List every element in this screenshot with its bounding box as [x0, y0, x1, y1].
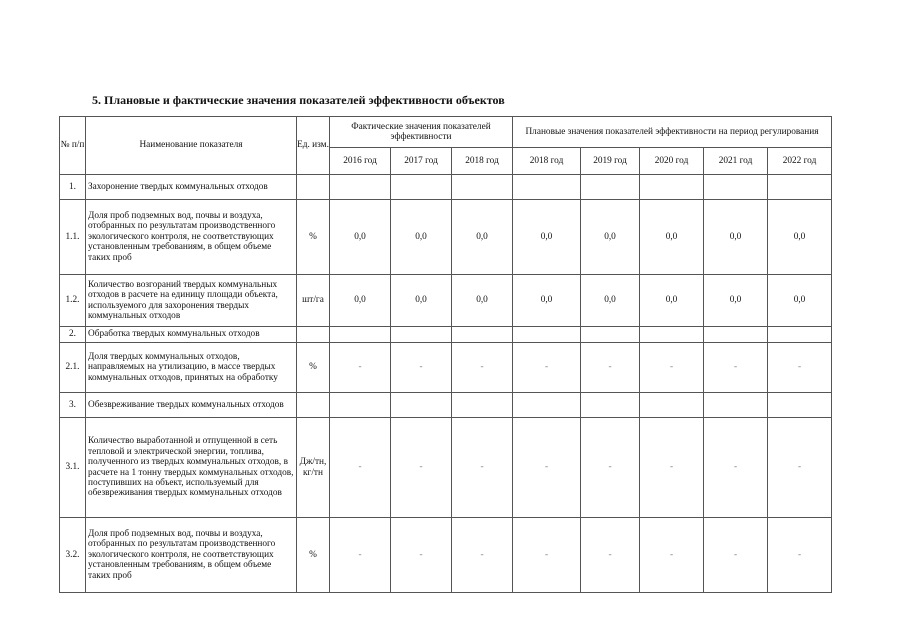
value-cell: - [768, 518, 832, 593]
unit-cell [297, 175, 330, 200]
header-planned-year: 2019 год [581, 148, 640, 175]
value-cell [391, 393, 452, 418]
table-row [60, 327, 832, 343]
value-cell [391, 327, 452, 343]
value-cell: - [330, 518, 391, 593]
value-cell [330, 175, 391, 200]
row-number: 3. [60, 393, 86, 418]
unit-cell: Дж/тн, кг/тн [297, 418, 330, 518]
table-row [60, 200, 832, 275]
header-planned-group: Плановые значения показателей эффективности на период регулирования [513, 117, 832, 148]
value-cell [581, 393, 640, 418]
header-num: № п/п [60, 117, 86, 175]
efficiency-indicators-table [59, 116, 832, 593]
header-actual-group: Фактические значения показателей эффективности [330, 117, 513, 148]
indicator-name: Доля твердых коммунальных отходов, направляемых на утилизацию, в массе твердых коммунальных отходов, принятых на обработку [86, 343, 297, 393]
header-unit: Ед. изм. [297, 117, 330, 175]
value-cell: - [704, 418, 768, 518]
value-cell: - [640, 518, 704, 593]
header-planned-year: 2018 год [513, 148, 581, 175]
header-planned-year: 2022 год [768, 148, 832, 175]
indicator-name: Доля проб подземных вод, почвы и воздуха, отобранных по результатам производственного экологического контроля, не соответствующих установленным требованиям, в общем объеме таких проб [86, 518, 297, 593]
value-cell: 0,0 [704, 275, 768, 327]
value-cell: - [581, 343, 640, 393]
section-heading: 5. Плановые и фактические значения показателей эффективности объектов [92, 93, 505, 107]
value-cell: 0,0 [768, 275, 832, 327]
value-cell: - [581, 518, 640, 593]
table-row [60, 343, 832, 393]
value-cell: 0,0 [640, 200, 704, 275]
value-cell [513, 393, 581, 418]
value-cell: - [704, 343, 768, 393]
value-cell: - [768, 418, 832, 518]
value-cell: 0,0 [768, 200, 832, 275]
unit-cell [297, 393, 330, 418]
value-cell [640, 327, 704, 343]
header-name: Наименование показателя [86, 117, 297, 175]
value-cell [640, 393, 704, 418]
row-number: 3.2. [60, 518, 86, 593]
value-cell [513, 327, 581, 343]
row-number: 1.2. [60, 275, 86, 327]
value-cell: 0,0 [581, 200, 640, 275]
value-cell [704, 393, 768, 418]
header-actual-year: 2018 год [452, 148, 513, 175]
value-cell: - [513, 518, 581, 593]
value-cell: - [391, 518, 452, 593]
value-cell: - [768, 343, 832, 393]
value-cell: - [452, 418, 513, 518]
value-cell [704, 327, 768, 343]
unit-cell: % [297, 518, 330, 593]
value-cell: 0,0 [513, 275, 581, 327]
value-cell: - [581, 418, 640, 518]
value-cell: 0,0 [391, 200, 452, 275]
row-number: 1. [60, 175, 86, 200]
value-cell [330, 327, 391, 343]
header-planned-year: 2021 год [704, 148, 768, 175]
value-cell: - [452, 518, 513, 593]
indicator-name: Количество возгораний твердых коммунальных отходов в расчете на единицу площади объекта, используемого для захоронения твердых коммунальных отходов [86, 275, 297, 327]
unit-cell: шт/га [297, 275, 330, 327]
value-cell [768, 175, 832, 200]
table-row [60, 393, 832, 418]
indicator-name: Обработка твердых коммунальных отходов [86, 327, 297, 343]
row-number: 2.1. [60, 343, 86, 393]
value-cell: 0,0 [513, 200, 581, 275]
value-cell: 0,0 [452, 200, 513, 275]
value-cell: - [391, 418, 452, 518]
value-cell: 0,0 [330, 200, 391, 275]
value-cell: - [452, 343, 513, 393]
value-cell: - [704, 518, 768, 593]
unit-cell: % [297, 200, 330, 275]
value-cell [452, 393, 513, 418]
value-cell: - [513, 418, 581, 518]
value-cell [452, 175, 513, 200]
value-cell: 0,0 [704, 200, 768, 275]
value-cell [640, 175, 704, 200]
value-cell [581, 327, 640, 343]
header-actual-year: 2017 год [391, 148, 452, 175]
value-cell [391, 175, 452, 200]
table-row [60, 175, 832, 200]
value-cell: - [513, 343, 581, 393]
value-cell: - [640, 418, 704, 518]
value-cell [581, 175, 640, 200]
value-cell: - [640, 343, 704, 393]
table-row [60, 275, 832, 327]
value-cell [513, 175, 581, 200]
value-cell: 0,0 [581, 275, 640, 327]
header-actual-year: 2016 год [330, 148, 391, 175]
unit-cell: % [297, 343, 330, 393]
value-cell: 0,0 [391, 275, 452, 327]
value-cell: 0,0 [452, 275, 513, 327]
value-cell [768, 393, 832, 418]
value-cell: - [330, 418, 391, 518]
header-planned-year: 2020 год [640, 148, 704, 175]
value-cell [704, 175, 768, 200]
indicator-name: Количество выработанной и отпущенной в сеть тепловой и электрической энергии, топлива, полученного из твердых коммунальных отходов, в расчете на 1 тонну твердых коммунальных отходов, поступивших на объект, используемый для обезвреживания твердых коммунальных отходов [86, 418, 297, 518]
indicator-name: Доля проб подземных вод, почвы и воздуха, отобранных по результатам производственного экологического контроля, не соответствующих установленным требованиям, в общем объеме таких проб [86, 200, 297, 275]
value-cell: 0,0 [330, 275, 391, 327]
value-cell [330, 393, 391, 418]
row-number: 3.1. [60, 418, 86, 518]
unit-cell [297, 327, 330, 343]
row-number: 1.1. [60, 200, 86, 275]
table-row [60, 418, 832, 518]
indicator-name: Обезвреживание твердых коммунальных отходов [86, 393, 297, 418]
indicator-name: Захоронение твердых коммунальных отходов [86, 175, 297, 200]
value-cell: - [330, 343, 391, 393]
value-cell [768, 327, 832, 343]
value-cell: 0,0 [640, 275, 704, 327]
value-cell: - [391, 343, 452, 393]
row-number: 2. [60, 327, 86, 343]
table-row [60, 518, 832, 593]
value-cell [452, 327, 513, 343]
